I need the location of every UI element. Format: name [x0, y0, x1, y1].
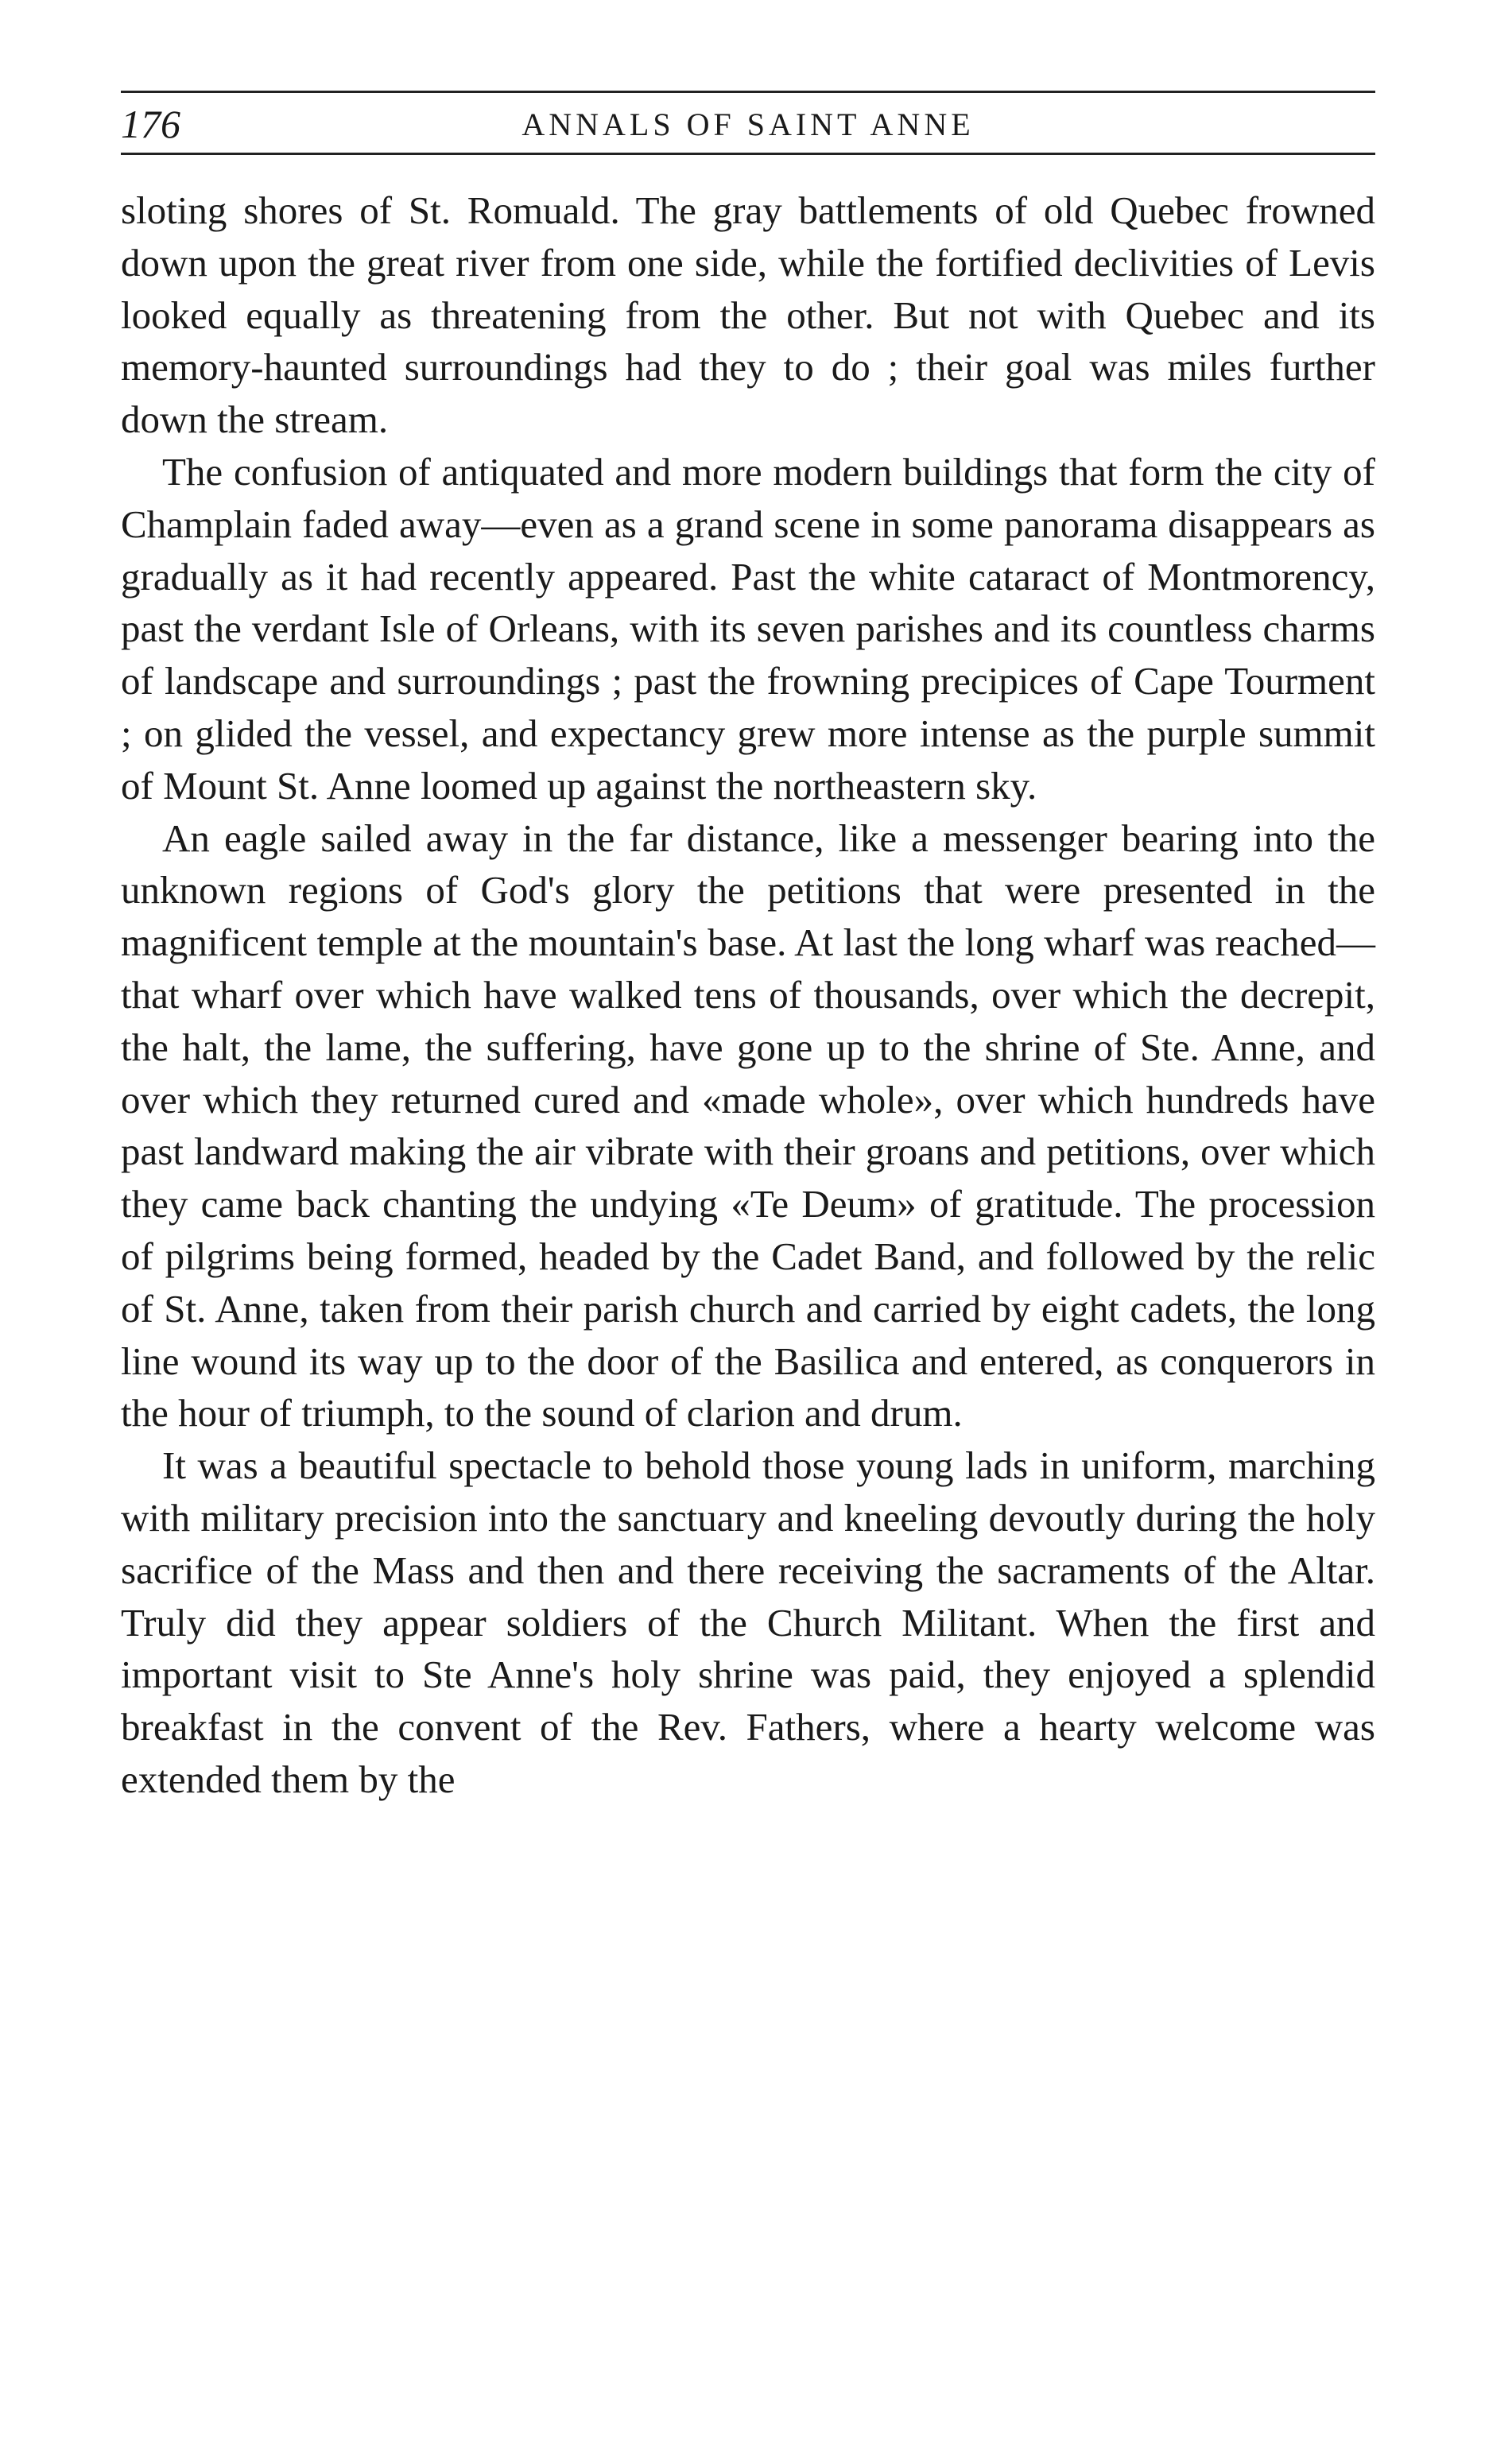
paragraph-continued: sloting shores of St. Romuald. The gray battlements of old Quebec frowned down upon the great river from one side, while the fortified declivities of Levis looked equally as threatening from the other. But not with Quebec and its memory-haunted surroundings had they to do ; their goal was miles further down the stream.: [121, 188, 1375, 442]
paragraph: It was a beautiful spectacle to behold those young lads in uniform, marching with military precision into the sanctuary and kneeling devoutly during the holy sacrifice of the Mass and then and there receiving the sacraments of the Altar. Truly did they appear soldiers of the Church Militant. When the first and important visit to Ste Anne's holy shrine was paid, they enjoyed a splendid breakfast in the convent of the Rev. Fathers, where a hearty welcome was extended them by the: [121, 1443, 1375, 1801]
page-header: [121, 91, 1375, 154]
page-number: 176: [121, 102, 180, 146]
body-text: [121, 184, 1375, 1806]
header-top-rule: [121, 91, 1375, 93]
paragraph: The confusion of antiquated and more modern buildings that form the city of Champlain faded away—even as a grand scene in some panorama disappears as gradually as it had recently appeared. Past the white cataract of Montmorency, past the verdant Isle of Orleans, with its seven parishes and its countless charms of landscape and surroundings ; past the frowning precipices of Cape Tourment ; on glided the vessel, and expectancy grew more intense as the purple summit of Mount St. Anne loomed up against the northeastern sky.: [121, 449, 1375, 808]
header-bottom-rule: [121, 153, 1375, 155]
running-head: ANNALS OF SAINT ANNE: [521, 107, 975, 142]
paragraph: An eagle sailed away in the far distance, like a messenger bearing into the unknown regions of God's glory the petitions that were presented in the magnificent temple at the mountain's base. At last the long wharf was reached— that wharf over which have walked tens of thousands, over which the decrepit, the halt, the lame, the suffering, have gone up to the shrine of Ste. Anne, and over which they returned cured and «made whole», over which hundreds have past landward making the air vibrate with their groans and petitions, over which they came back chanting the undying «Te Deum» of gratitude. The procession of pilgrims being formed, headed by the Cadet Band, and followed by the relic of St. Anne, taken from their parish church and carried by eight cadets, the long line wound its way up to the door of the Basilica and entered, as conquerors in the hour of triumph, to the sound of clarion and drum.: [121, 816, 1375, 1435]
